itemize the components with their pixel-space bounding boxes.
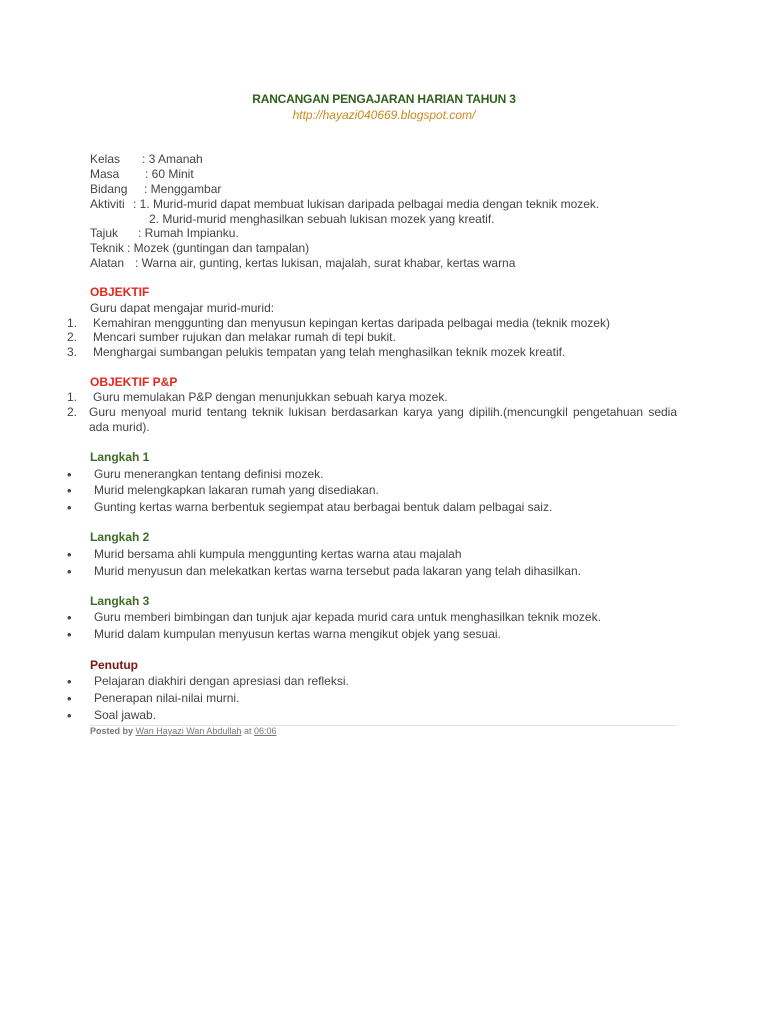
bullet-icon [67, 691, 72, 707]
info-value: : Menggambar [144, 182, 222, 196]
info-bidang [90, 182, 222, 197]
info-tajuk [90, 226, 239, 241]
list-text: Mencari sumber rujukan dan melakar rumah di tepi bukit. [93, 330, 396, 344]
info-alatan [90, 256, 516, 271]
bullet-icon [67, 564, 72, 580]
bullet-icon [67, 627, 72, 643]
bullet-icon [67, 708, 72, 724]
info-kelas [90, 152, 203, 167]
author-link[interactable]: Wan Hayazi Wan Abdullah [135, 726, 242, 736]
info-label: Kelas [90, 152, 121, 166]
bullet-text: Gunting kertas warna berbentuk segiempat atau berbagai bentuk dalam pelbagai saiz. [94, 500, 553, 514]
bullet-text: Penerapan nilai-nilai murni. [94, 691, 240, 705]
bullet-icon [67, 467, 72, 483]
info-teknik [90, 241, 310, 256]
list-number: 1. [67, 316, 78, 330]
at-label: at [243, 726, 252, 736]
info-aktiviti [90, 197, 600, 212]
info-value: : Warna air, gunting, kertas lukisan, majalah, surat khabar, kertas warna [135, 256, 516, 270]
list-number: 2. [67, 330, 78, 344]
objektif-heading: OBJEKTIF [90, 285, 150, 299]
bullet-text: Murid menyusun dan melekatkan kertas warna tersebut pada lakaran yang telah dihasilkan. [94, 564, 581, 578]
info-value: : Mozek (guntingan dan tampalan) [127, 241, 310, 255]
bullet-text: Murid bersama ahli kumpula menggunting kertas warna atau majalah [94, 547, 462, 561]
penutup-heading: Penutup [90, 658, 138, 672]
objektif-intro: Guru dapat mengajar murid-murid: [90, 301, 275, 315]
page-title: RANCANGAN PENGAJARAN HARIAN TAHUN 3 [252, 92, 516, 106]
info-aktiviti-continued: 2. Murid-murid menghasilkan sebuah lukisan mozek yang kreatif. [149, 212, 495, 226]
bullet-text: Soal jawab. [94, 708, 157, 722]
objektif-pp-heading: OBJEKTIF P&P [90, 375, 178, 389]
blog-url-link[interactable]: http://hayazi040669.blogspot.com/ [292, 108, 476, 122]
info-value: : 60 Minit [145, 167, 194, 181]
langkah1-heading: Langkah 1 [90, 450, 150, 464]
info-label: Alatan [90, 256, 125, 270]
post-time-link[interactable]: 06:06 [253, 726, 277, 736]
list-number: 1. [67, 390, 78, 404]
info-label: Teknik [90, 241, 125, 255]
posted-by-label: Posted by [90, 726, 134, 736]
langkah3-heading: Langkah 3 [90, 594, 150, 608]
bullet-text: Guru memberi bimbingan dan tunjuk ajar kepada murid cara untuk menghasilkan teknik mozek. [94, 610, 601, 624]
list-text: Kemahiran menggunting dan menyusun kepingan kertas daripada pelbagai media (teknik mozek) [93, 316, 610, 330]
post-footer [90, 726, 277, 737]
bullet-text: Murid melengkapkan lakaran rumah yang disediakan. [94, 483, 379, 497]
bullet-text: Pelajaran diakhiri dengan apresiasi dan refleksi. [94, 674, 349, 688]
langkah2-heading: Langkah 2 [90, 530, 150, 544]
list-text: Guru memulakan P&P dengan menunjukkan sebuah karya mozek. [93, 390, 448, 404]
bullet-icon [67, 547, 72, 563]
info-value: : 3 Amanah [142, 152, 203, 166]
info-label: Bidang [90, 182, 128, 196]
list-text: Menghargai sumbangan pelukis tempatan yang telah menghasilkan teknik mozek kreatif. [93, 345, 566, 359]
bullet-icon [67, 610, 72, 626]
info-value: : 1. Murid-murid dapat membuat lukisan daripada pelbagai media dengan teknik mozek. [133, 197, 600, 211]
list-text-justified: Guru menyoal murid tentang teknik lukisan berdasarkan karya yang dipilih.(mencungkil pengetahuan sedia ada murid). [89, 405, 677, 434]
info-value: : Rumah Impianku. [138, 226, 239, 240]
bullet-icon [67, 483, 72, 499]
list-number: 2. [67, 405, 78, 419]
bullet-text: Guru menerangkan tentang definisi mozek. [94, 467, 324, 481]
info-label: Aktiviti [90, 197, 125, 211]
info-masa [90, 167, 194, 182]
bullet-icon [67, 500, 72, 516]
info-label: Tajuk [90, 226, 119, 240]
bullet-text: Murid dalam kumpulan menyusun kertas warna mengikut objek yang sesuai. [94, 627, 501, 641]
bullet-icon [67, 674, 72, 690]
list-number: 3. [67, 345, 78, 359]
info-label: Masa [90, 167, 120, 181]
